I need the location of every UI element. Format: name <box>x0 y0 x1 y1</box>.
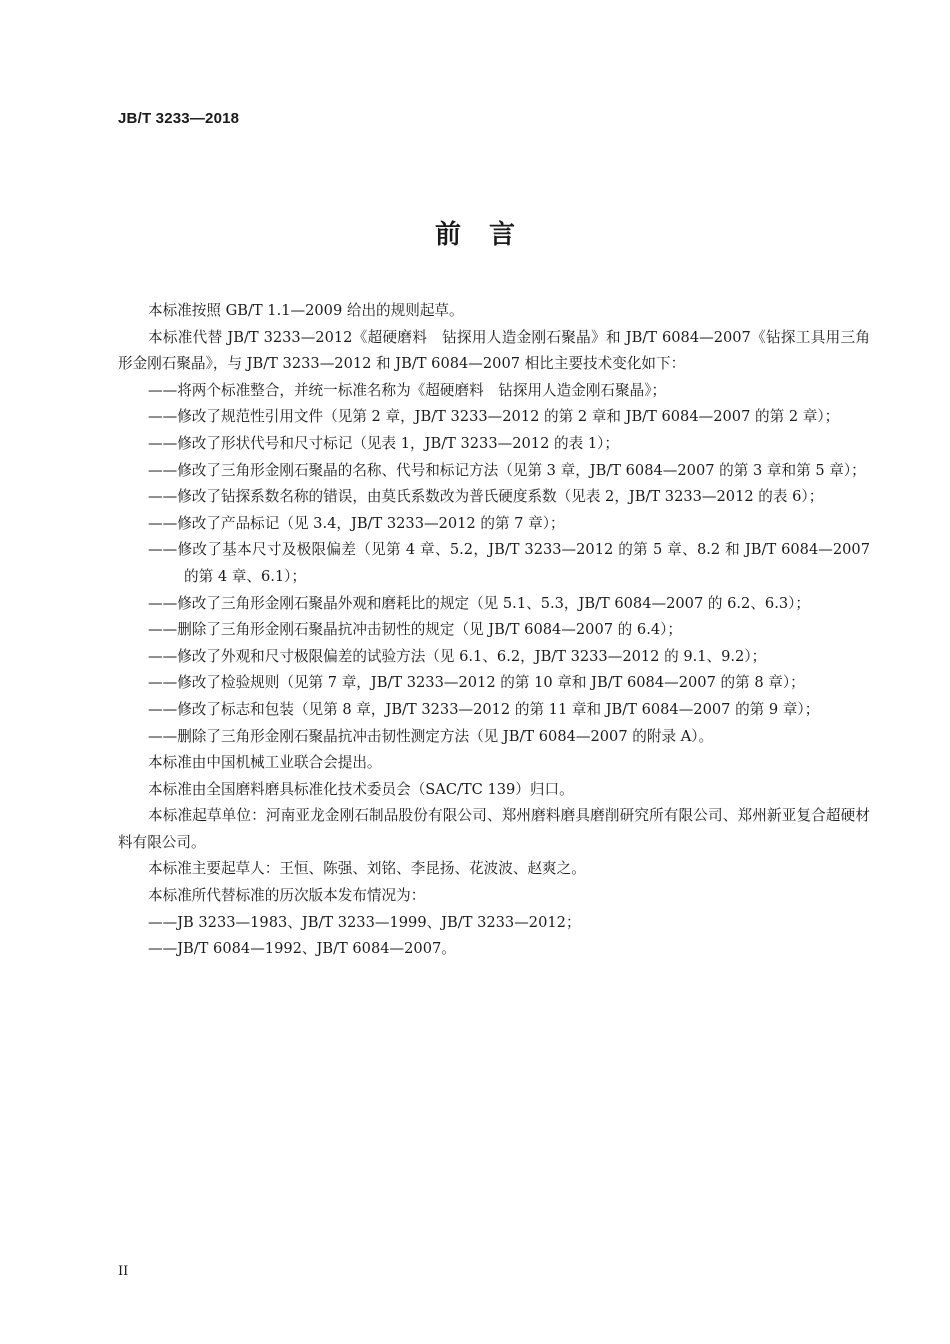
change-list-item: ——删除了三角形金刚石聚晶抗冲击韧性的规定（见 JB/T 6084—2007 的 6.4）； <box>148 621 683 639</box>
paragraph: 本标准主要起草人：王恒、陈强、刘铭、李昆扬、花波波、赵爽之。 <box>148 860 586 878</box>
change-list-item: ——JB 3233—1983、JB/T 3233—1999、JB/T 3233—2012； <box>148 913 581 931</box>
change-list-item: ——修改了外观和尺寸极限偏差的试验方法（见 6.1、6.2，JB/T 3233—2012 的 9.1、9.2）； <box>148 647 767 665</box>
page-number: II <box>118 1264 129 1279</box>
paragraph: 本标准由全国磨料磨具标准化技术委员会（SAC/TC 139）归口。 <box>148 780 574 798</box>
standard-code: JB/T 3233—2018 <box>118 110 240 127</box>
change-list-item: ——修改了产品标记（见 3.4，JB/T 3233—2012 的第 7 章）； <box>148 514 565 532</box>
change-list-item: ——修改了标志和包装（见第 8 章，JB/T 3233—2012 的第 11 章和 JB/T 6084—2007 的第 9 章）； <box>148 700 820 718</box>
paragraph: 本标准所代替标准的历次版本发布情况为： <box>148 887 426 905</box>
change-list-item: ——修改了形状代号和尺寸标记（见表 1，JB/T 3233—2012 的表 1）； <box>148 434 619 452</box>
paragraph: 本标准由中国机械工业联合会提出。 <box>148 754 382 772</box>
change-list-item: ——修改了三角形金刚石聚晶的名称、代号和标记方法（见第 3 章，JB/T 6084—2007 的第 3 章和第 5 章）； <box>148 461 866 479</box>
change-list-item: ——修改了三角形金刚石聚晶外观和磨耗比的规定（见 5.1、5.3，JB/T 6084—2007 的 6.2、6.3）； <box>148 594 811 612</box>
paragraph: 本标准起草单位：河南亚龙金刚石制品股份有限公司、郑州磨料磨具磨削研究所有限公司、郑州新亚复合超硬材料有限公司。 <box>118 807 870 851</box>
change-list-item: ——修改了检验规则（见第 7 章，JB/T 3233—2012 的第 10 章和 JB/T 6084—2007 的第 8 章）； <box>148 674 805 692</box>
paragraph: 本标准按照 GB/T 1.1—2009 给出的规则起草。 <box>148 302 464 319</box>
change-list-item: ——修改了基本尺寸及极限偏差（见第 4 章、5.2，JB/T 3233—2012 的第 5 章、8.2 和 JB/T 6084—2007 的第 4 章、6.1）； <box>148 541 870 585</box>
change-list-item: ——JB/T 6084—1992、JB/T 6084—2007。 <box>148 940 456 958</box>
page-title: 前言 <box>434 220 543 250</box>
paragraph: 本标准代替 JB/T 3233—2012《超硬磨料 钻探用人造金刚石聚晶》和 JB/T 6084—2007《钻探工具用三角形金刚石聚晶》，与 JB/T 3233—2012 和 JB/T 6084—2007 相比主要技术变化如下： <box>118 328 870 373</box>
change-list-item: ——修改了规范性引用文件（见第 2 章，JB/T 3233—2012 的第 2 章和 JB/T 6084—2007 的第 2 章）； <box>148 408 840 426</box>
change-list-item: ——将两个标准整合，并统一标准名称为《超硬磨料 钻探用人造金刚石聚晶》； <box>148 381 667 399</box>
change-list-item: ——删除了三角形金刚石聚晶抗冲击韧性测定方法（见 JB/T 6084—2007 的附录 A）。 <box>148 727 714 745</box>
foreword-body <box>118 298 870 963</box>
change-list-item: ——修改了钻探系数名称的错误，由莫氏系数改为普氏硬度系数（见表 2，JB/T 3233—2012 的表 6）； <box>148 488 824 506</box>
